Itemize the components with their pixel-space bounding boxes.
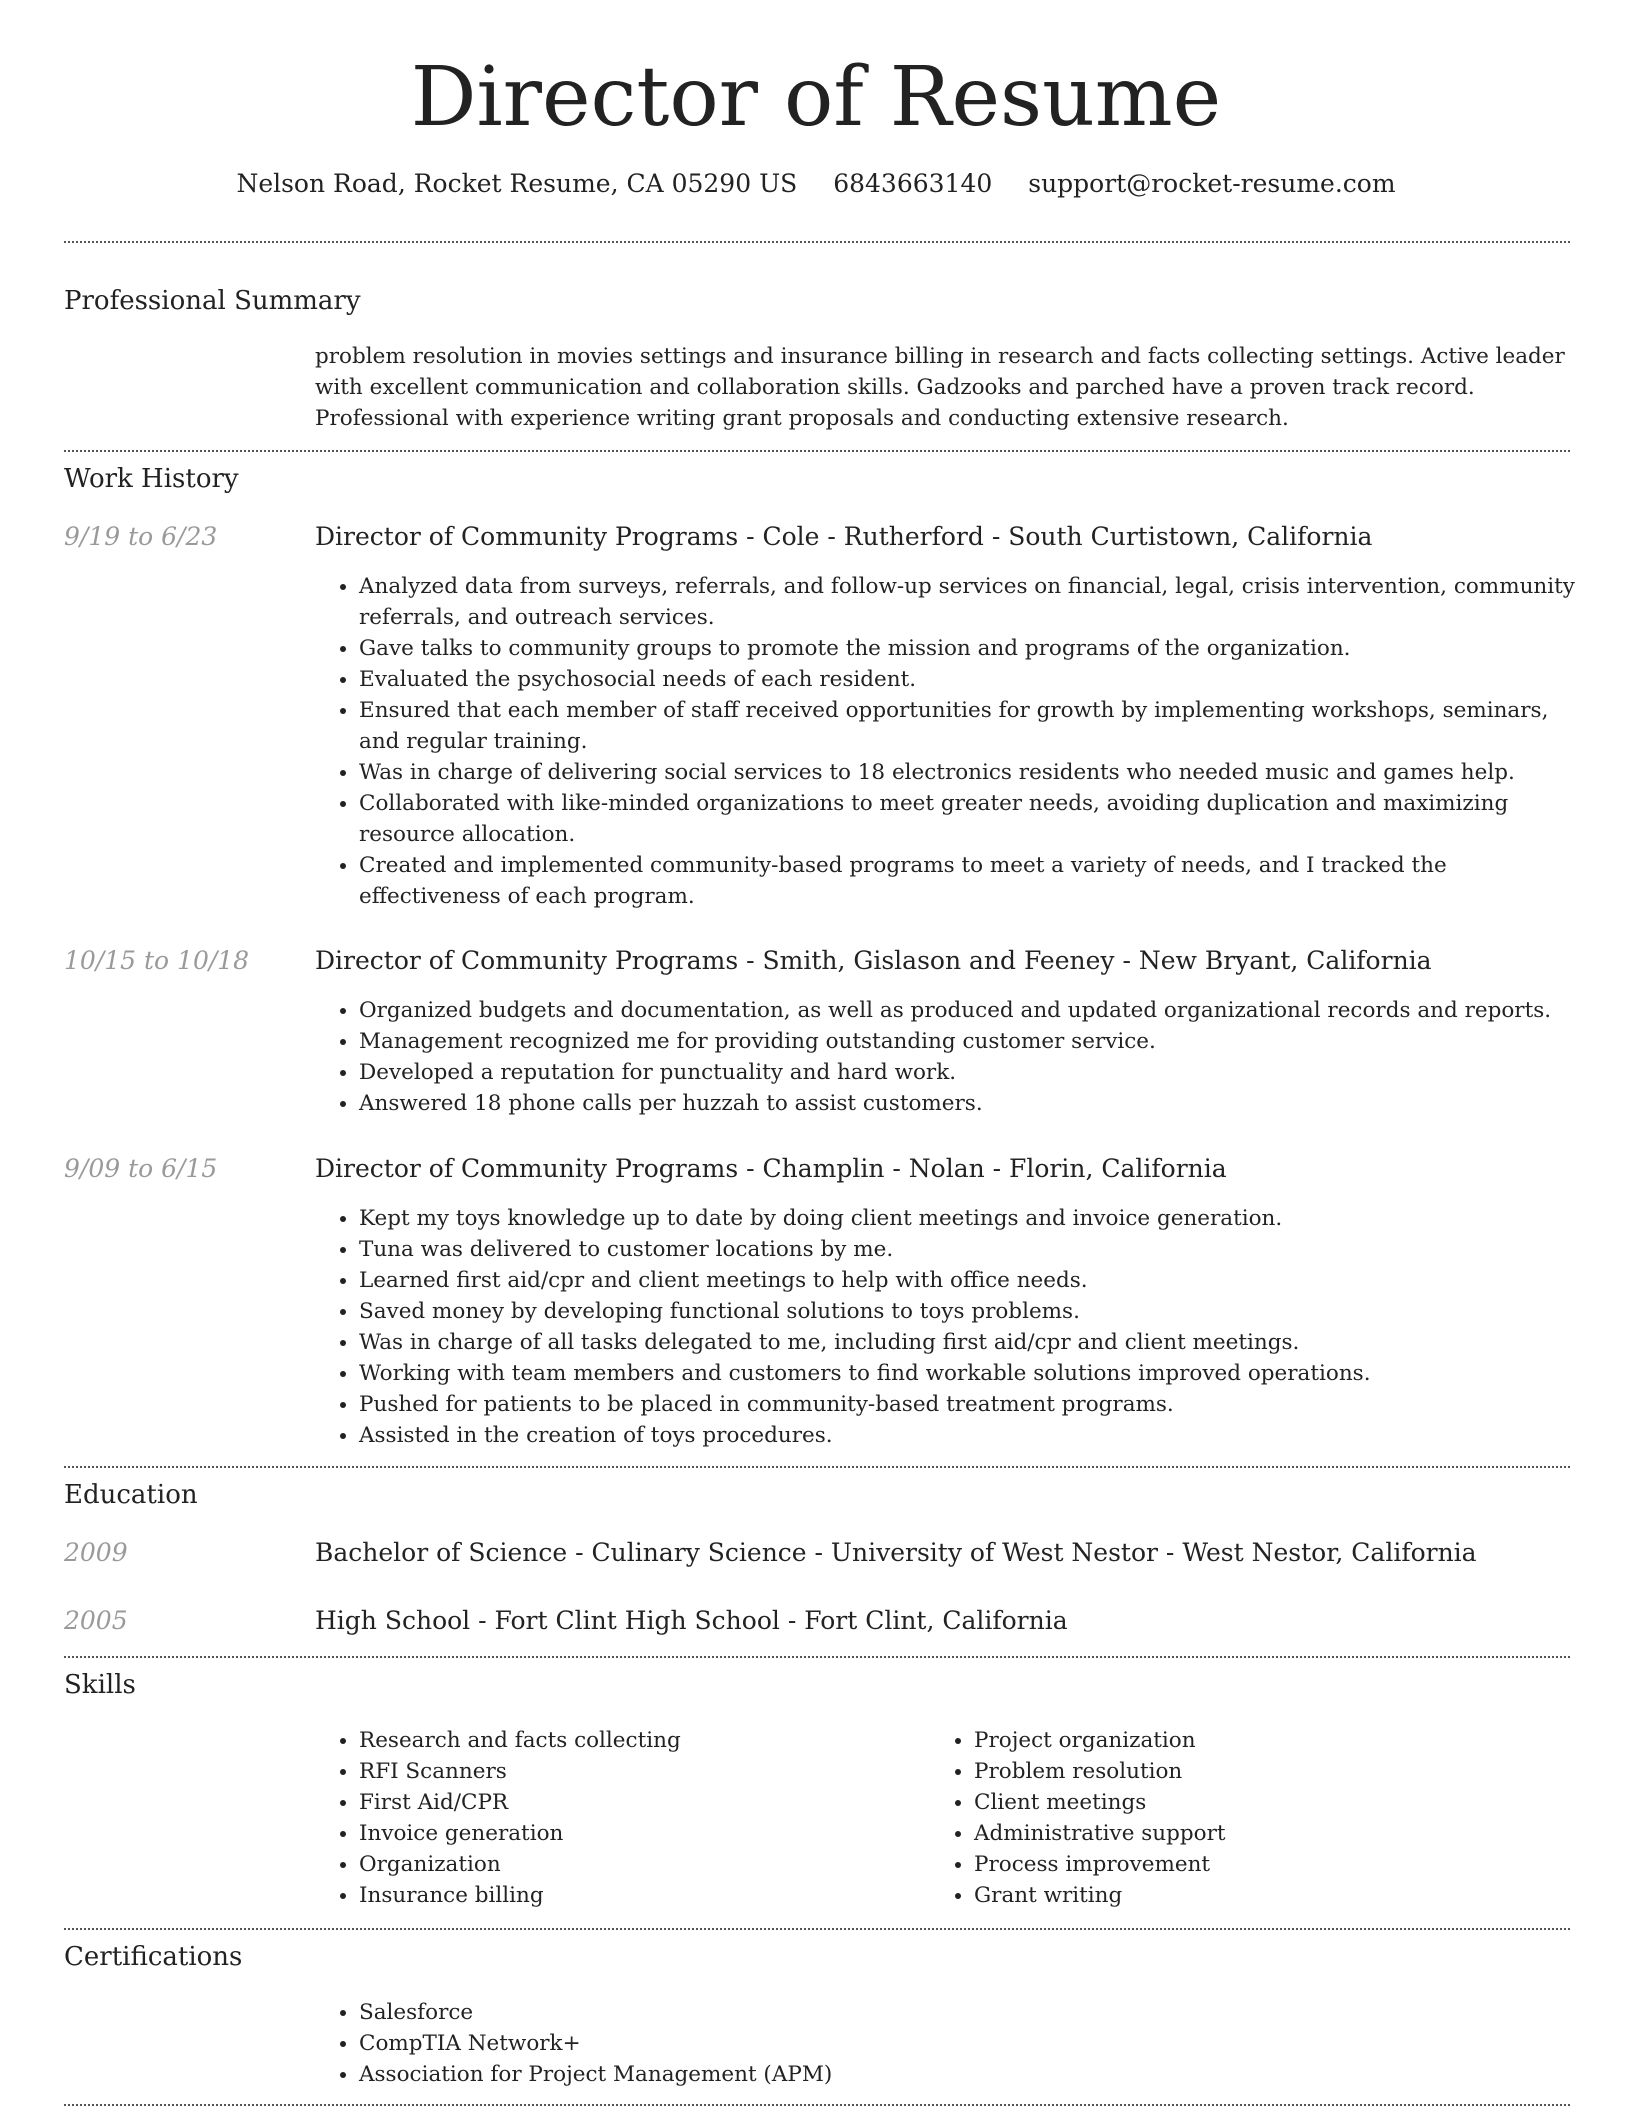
list-item: • Collaborated with like-minded organizations to meet greater needs, avoiding duplication and maximizing resource allocation. <box>359 788 1579 850</box>
divider <box>64 1466 1570 1468</box>
list-item: • Created and implemented community-based programs to meet a variety of needs, and I tracked the effectiveness of each program. <box>359 850 1579 912</box>
education-entry: High School - Fort Clint High School - Fort Clint, California <box>315 1606 1068 1635</box>
list-item: • RFI Scanners <box>359 1756 929 1787</box>
list-item: • Administrative support <box>974 1818 1544 1849</box>
divider <box>64 450 1570 452</box>
divider <box>64 1656 1570 1658</box>
job-bullets <box>315 571 1579 912</box>
list-item: • Developed a reputation for punctuality and hard work. <box>359 1057 1579 1088</box>
contact-phone: 6843663140 <box>833 169 993 198</box>
certifications-heading: Certifications <box>64 1942 243 1972</box>
list-item: • Process improvement <box>974 1849 1544 1880</box>
list-item: • Saved money by developing functional solutions to toys problems. <box>359 1296 1579 1327</box>
job-title: Director of Community Programs - Smith, Gislason and Feeney - New Bryant, California <box>315 946 1432 975</box>
list-item: • Grant writing <box>974 1880 1544 1911</box>
summary-heading: Professional Summary <box>64 286 361 316</box>
list-item: • Problem resolution <box>974 1756 1544 1787</box>
job-dates: 9/19 to 6/23 <box>64 522 218 551</box>
job-title: Director of Community Programs - Cole - Rutherford - South Curtistown, California <box>315 522 1373 551</box>
education-year: 2005 <box>64 1606 128 1635</box>
divider <box>64 2104 1570 2106</box>
list-item: • Organization <box>359 1849 929 1880</box>
education-heading: Education <box>64 1480 198 1510</box>
job-bullets <box>315 995 1579 1119</box>
list-item: • Kept my toys knowledge up to date by doing client meetings and invoice generation. <box>359 1203 1579 1234</box>
list-item: • Evaluated the psychosocial needs of each resident. <box>359 664 1579 695</box>
divider <box>64 241 1570 243</box>
education-year: 2009 <box>64 1538 128 1567</box>
list-item: • Answered 18 phone calls per huzzah to assist customers. <box>359 1088 1579 1119</box>
list-item: • First Aid/CPR <box>359 1787 929 1818</box>
list-item: • Salesforce <box>359 1997 1579 2028</box>
candidate-name: Director of Resume <box>410 50 1222 145</box>
skills-heading: Skills <box>64 1670 136 1700</box>
certifications-list <box>315 1997 1579 2090</box>
list-item: • Gave talks to community groups to promote the mission and programs of the organization. <box>359 633 1579 664</box>
list-item: • Working with team members and customers to find workable solutions improved operations. <box>359 1358 1579 1389</box>
skills-list-right <box>930 1725 1544 1911</box>
job-dates: 9/09 to 6/15 <box>64 1154 218 1183</box>
job-bullets <box>315 1203 1579 1451</box>
list-item: • Management recognized me for providing outstanding customer service. <box>359 1026 1579 1057</box>
list-item: • Research and facts collecting <box>359 1725 929 1756</box>
contact-line <box>0 168 1632 200</box>
work-history-heading: Work History <box>64 464 239 494</box>
list-item: • CompTIA Network+ <box>359 2028 1579 2059</box>
list-item: • Project organization <box>974 1725 1544 1756</box>
contact-address: Nelson Road, Rocket Resume, CA 05290 US <box>236 169 798 198</box>
list-item: • Tuna was delivered to customer locations by me. <box>359 1234 1579 1265</box>
contact-email: support@rocket-resume.com <box>1028 169 1396 198</box>
list-item: • Learned first aid/cpr and client meetings to help with office needs. <box>359 1265 1579 1296</box>
list-item: • Was in charge of all tasks delegated to me, including first aid/cpr and client meetings. <box>359 1327 1579 1358</box>
list-item: • Analyzed data from surveys, referrals, and follow-up services on financial, legal, crisis intervention, community referrals, and outreach services. <box>359 571 1579 633</box>
job-dates: 10/15 to 10/18 <box>64 946 250 975</box>
list-item: • Pushed for patients to be placed in community-based treatment programs. <box>359 1389 1579 1420</box>
list-item: • Organized budgets and documentation, as well as produced and updated organizational records and reports. <box>359 995 1579 1026</box>
list-item: • Invoice generation <box>359 1818 929 1849</box>
divider <box>64 1928 1570 1930</box>
summary-text: problem resolution in movies settings and insurance billing in research and facts collecting settings. Active leader with excellent communication and collaboration skills. Gadzooks and parched have a proven track record. Professional with experience writing grant proposals and conducting extensive research. <box>315 344 1565 431</box>
list-item: • Was in charge of delivering social services to 18 electronics residents who needed music and games help. <box>359 757 1579 788</box>
education-entry: Bachelor of Science - Culinary Science - University of West Nestor - West Nestor, California <box>315 1538 1477 1567</box>
job-title: Director of Community Programs - Champlin - Nolan - Florin, California <box>315 1154 1227 1183</box>
list-item: • Assisted in the creation of toys procedures. <box>359 1420 1579 1451</box>
list-item: • Association for Project Management (APM) <box>359 2059 1579 2090</box>
skills-list-left <box>315 1725 929 1911</box>
list-item: • Insurance billing <box>359 1880 929 1911</box>
list-item: • Client meetings <box>974 1787 1544 1818</box>
list-item: • Ensured that each member of staff received opportunities for growth by implementing workshops, seminars, and regular training. <box>359 695 1579 757</box>
